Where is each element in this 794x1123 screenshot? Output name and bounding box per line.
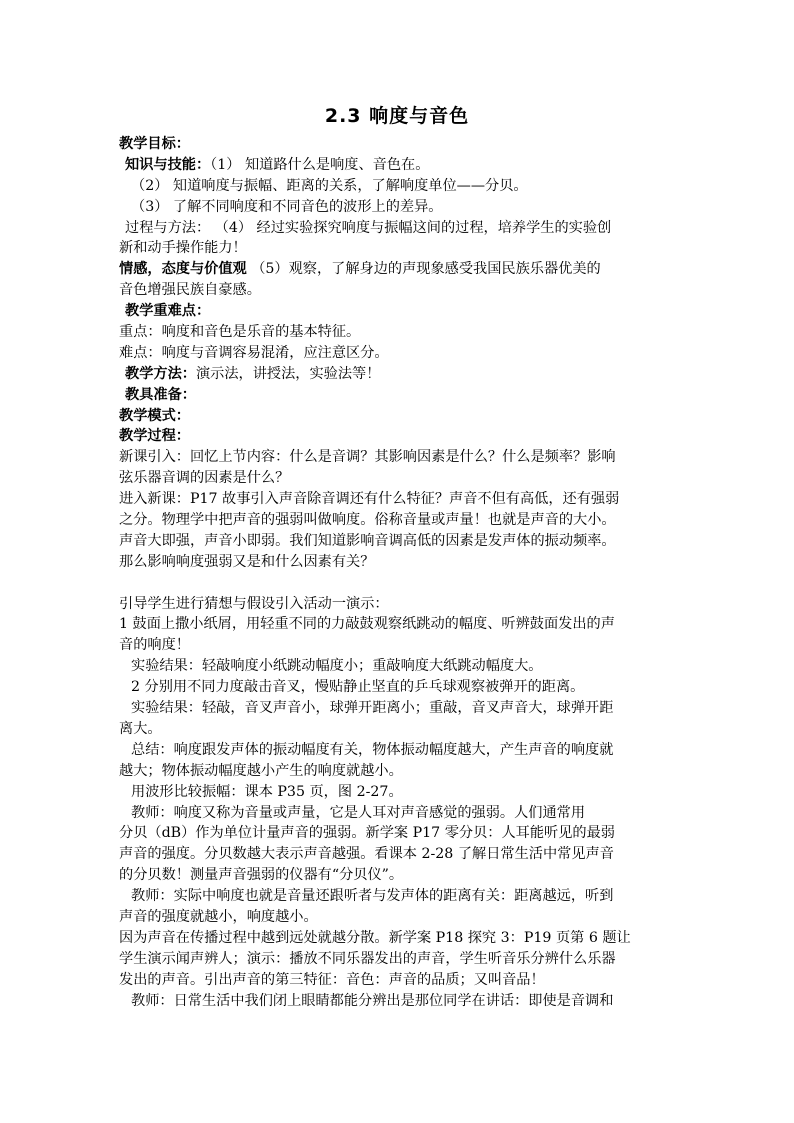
paragraph-line xyxy=(119,364,679,385)
text-knowledge-2: （2） 知道响度与振幅、距离的关系，了解响度单位——分贝。 xyxy=(131,177,528,194)
paragraph-line: 学生演示闻声辨人；演示：播放不同乐器发出的声音，学生听音乐分辨什么乐器 xyxy=(119,950,616,967)
text-teaching-methods: 演示法，讲授法，实验法等！ xyxy=(195,365,381,382)
paragraph-line: 之分。物理学中把声音的强弱叫做响度。俗称音量或声量！也就是声音的大小。 xyxy=(119,512,616,529)
text-emotion-values-2: 音色增强民族自豪感。 xyxy=(119,282,261,299)
paragraph-line: 引导学生进行猜想与假设引入活动一演示： xyxy=(119,595,389,612)
paragraph-line: 声音的强度就越小，响度越小。 xyxy=(119,908,318,925)
label-teaching-methods: 教学方法： xyxy=(125,365,196,382)
document-body xyxy=(119,134,679,1011)
blank-line xyxy=(119,573,679,594)
text-difficult-point: 难点：响度与音调容易混淆，应注意区分。 xyxy=(119,344,389,361)
paragraph-line: 声音的强度。分贝数越大表示声音越强。看课本 2-28 了解日常生活中常见声音 xyxy=(119,846,614,863)
label-knowledge-skills: 知识与技能： xyxy=(125,156,211,173)
paragraph-line: 用波形比较振幅：课本 P35 页，图 2-27。 xyxy=(131,783,403,800)
paragraph-line: 教师：日常生活中我们闭上眼睛都能分辨出是那位同学在讲话：即使是音调和 xyxy=(131,992,614,1009)
paragraph-line: 教师：响度又称为音量或声量，它是人耳对声音感觉的强弱。人们通常用 xyxy=(131,804,586,821)
paragraph-line: 那么影响响度强弱又是和什么因素有关？ xyxy=(119,553,375,570)
paragraph-line: 进入新课：P17 故事引入声音除音调还有什么特征？声音不但有高低，还有强弱 xyxy=(119,491,620,508)
section-heading-key-points: 教学重难点： xyxy=(125,303,211,320)
paragraph-line: 离大。 xyxy=(119,720,162,737)
text-process-method-2: 新和动手操作能力！ xyxy=(119,240,247,257)
label-emotion-values: 情感，态度与价值观 xyxy=(119,261,247,278)
paragraph-line: 越大；物体振动幅度越小产生的响度就越小。 xyxy=(119,762,403,779)
section-heading-goals: 教学目标： xyxy=(119,136,190,152)
paragraph-line: 教师：实际中响度也就是音量还跟听者与发声体的距离有关：距离越远，听到 xyxy=(131,888,614,905)
paragraph-line: 弦乐器音调的因素是什么？ xyxy=(119,470,290,487)
text-emotion-values: （5）观察，了解身边的声现象感受我国民族乐器优美的 xyxy=(246,261,601,278)
paragraph-line: 实验结果：轻敲，音叉声音小，球弹开距离小；重敲，音叉声音大，球弹开距 xyxy=(131,700,614,717)
text-knowledge-1: （1） 知道路什么是响度、音色在。 xyxy=(210,156,430,173)
paragraph-line: 因为声音在传播过程中越到远处就越分散。新学案 P18 探究 3：P19 页第 6 题让 xyxy=(119,929,631,946)
text-knowledge-3: （3） 了解不同响度和不同音色的波形上的差异。 xyxy=(131,198,443,215)
paragraph-line: 声音大即强，声音小即弱。我们知道影响音调高低的因素是发声体的振动频率。 xyxy=(119,532,616,549)
paragraph-line: 实验结果：轻敲响度小纸跳动幅度小；重敲响度大纸跳动幅度大。 xyxy=(131,658,543,675)
section-heading-process: 教学过程： xyxy=(119,428,190,445)
paragraph-line: 新课引入：回忆上节内容：什么是音调？其影响因素是什么？什么是频率？影响 xyxy=(119,449,616,466)
paragraph-line: 音的响度！ xyxy=(119,637,190,654)
text-key-point: 重点：响度和音色是乐音的基本特征。 xyxy=(119,324,361,341)
paragraph-line: 总结：响度跟发声体的振动幅度有关，物体振动幅度越大，产生声音的响度就 xyxy=(131,741,614,758)
document-title: 2.3 响度与音色 xyxy=(324,105,470,127)
section-heading-mode: 教学模式： xyxy=(119,407,190,424)
paragraph-line: 1 鼓面上撒小纸屑，用轻重不同的力敲鼓观察纸跳动的幅度、听辨鼓面发出的声 xyxy=(119,616,615,633)
paragraph-line: 2 分别用不同力度敲击音叉，慢贴静止坚直的乒乓球观察被弹开的距离。 xyxy=(131,679,585,696)
paragraph-line xyxy=(119,259,679,280)
section-heading-tools: 教具准备： xyxy=(125,386,196,403)
paragraph-line: 分贝（dB）作为单位计量声音的强弱。新学案 P17 零分贝：人耳能听见的最弱 xyxy=(119,825,615,842)
paragraph-line: 的分贝数！测量声音强弱的仪器有“分贝仪”。 xyxy=(119,867,404,884)
text-process-method-1: 过程与方法： （4） 经过实验探究响度与振幅这间的过程，培养学生的实验创 xyxy=(125,219,612,236)
paragraph-line xyxy=(119,155,679,176)
paragraph-line: 发出的声音。引出声音的第三特征：音色：声音的品质；又叫音品！ xyxy=(119,971,545,988)
